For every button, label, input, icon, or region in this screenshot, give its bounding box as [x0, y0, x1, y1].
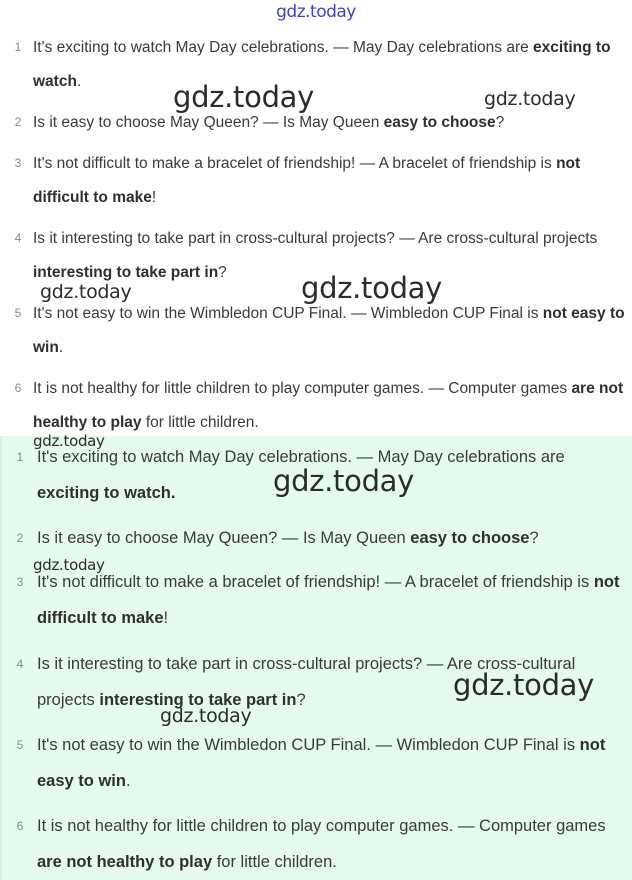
watermark: gdz.today [40, 281, 132, 303]
item-text: It's not easy to win the Wimbledon CUP Final. — Wimbledon CUP Final is not easy to win. [33, 305, 625, 356]
item-number: 3 [14, 156, 22, 170]
item-number: 4 [14, 231, 22, 245]
item-number: 1 [16, 450, 24, 464]
item-text: Is it interesting to take part in cross-cultural projects? — Are cross-cultural projects interesting to take part in? [37, 655, 576, 709]
item-number: 6 [14, 381, 22, 395]
item-number: 6 [16, 819, 24, 833]
item-text: It is not healthy for little children to play computer games. — Computer games are not healthy to play for little children. [33, 380, 624, 431]
item-text: It's exciting to watch May Day celebrations. — May Day celebrations are exciting to watch. [33, 39, 611, 90]
watermark: gdz.today [301, 271, 443, 305]
item-text: Is it easy to choose May Queen? — Is May Queen easy to choose? [33, 114, 505, 131]
answer-section-2 [0, 436, 632, 880]
answer-bold: easy to choose [383, 114, 496, 131]
site-logo: gdz.today [276, 2, 356, 22]
answer-bold: not easy to win [37, 736, 606, 790]
item-number: 1 [14, 40, 22, 54]
answer-bold: interesting to take part in [33, 264, 219, 281]
answer-bold: not difficult to make [33, 155, 581, 206]
answer-bold: exciting to watch. [37, 484, 176, 502]
answer-bold: not easy to win [33, 305, 625, 356]
answer-bold: not difficult to make [37, 573, 620, 627]
item-text: It's not difficult to make a bracelet of friendship! — A bracelet of friendship is not difficult to make! [33, 155, 581, 206]
item-text: It's not easy to win the Wimbledon CUP Final. — Wimbledon CUP Final is not easy to win. [37, 736, 606, 790]
item-text: Is it easy to choose May Queen? — Is May Queen easy to choose? [37, 529, 539, 547]
watermark: gdz.today [273, 464, 415, 498]
watermark: gdz.today [173, 80, 315, 114]
watermark: gdz.today [33, 432, 105, 450]
item-number: 2 [14, 115, 22, 129]
answer-bold: easy to choose [410, 529, 530, 547]
item-text: Is it interesting to take part in cross-cultural projects? — Are cross-cultural projects interesting to take part in? [33, 230, 598, 281]
watermark: gdz.today [33, 556, 105, 574]
watermark: gdz.today [160, 705, 252, 727]
item-text: It is not healthy for little children to play computer games. — Computer games are not healthy to play for little children. [37, 817, 606, 871]
item-number: 4 [16, 657, 24, 671]
answer-bold: are not healthy to play [33, 380, 624, 431]
item-number: 2 [16, 531, 24, 545]
item-text: It's exciting to watch May Day celebrations. — May Day celebrations are exciting to watch. [37, 448, 565, 502]
watermark: gdz.today [484, 88, 576, 110]
answer-bold: are not healthy to play [37, 853, 213, 871]
item-number: 5 [14, 306, 22, 320]
answer-bold: exciting to watch [33, 39, 611, 90]
item-number: 3 [16, 575, 24, 589]
item-text: It's not difficult to make a bracelet of friendship! — A bracelet of friendship is not difficult to make! [37, 573, 620, 627]
watermark: gdz.today [453, 668, 595, 702]
item-number: 5 [16, 738, 24, 752]
answer-bold: interesting to take part in [99, 691, 297, 709]
